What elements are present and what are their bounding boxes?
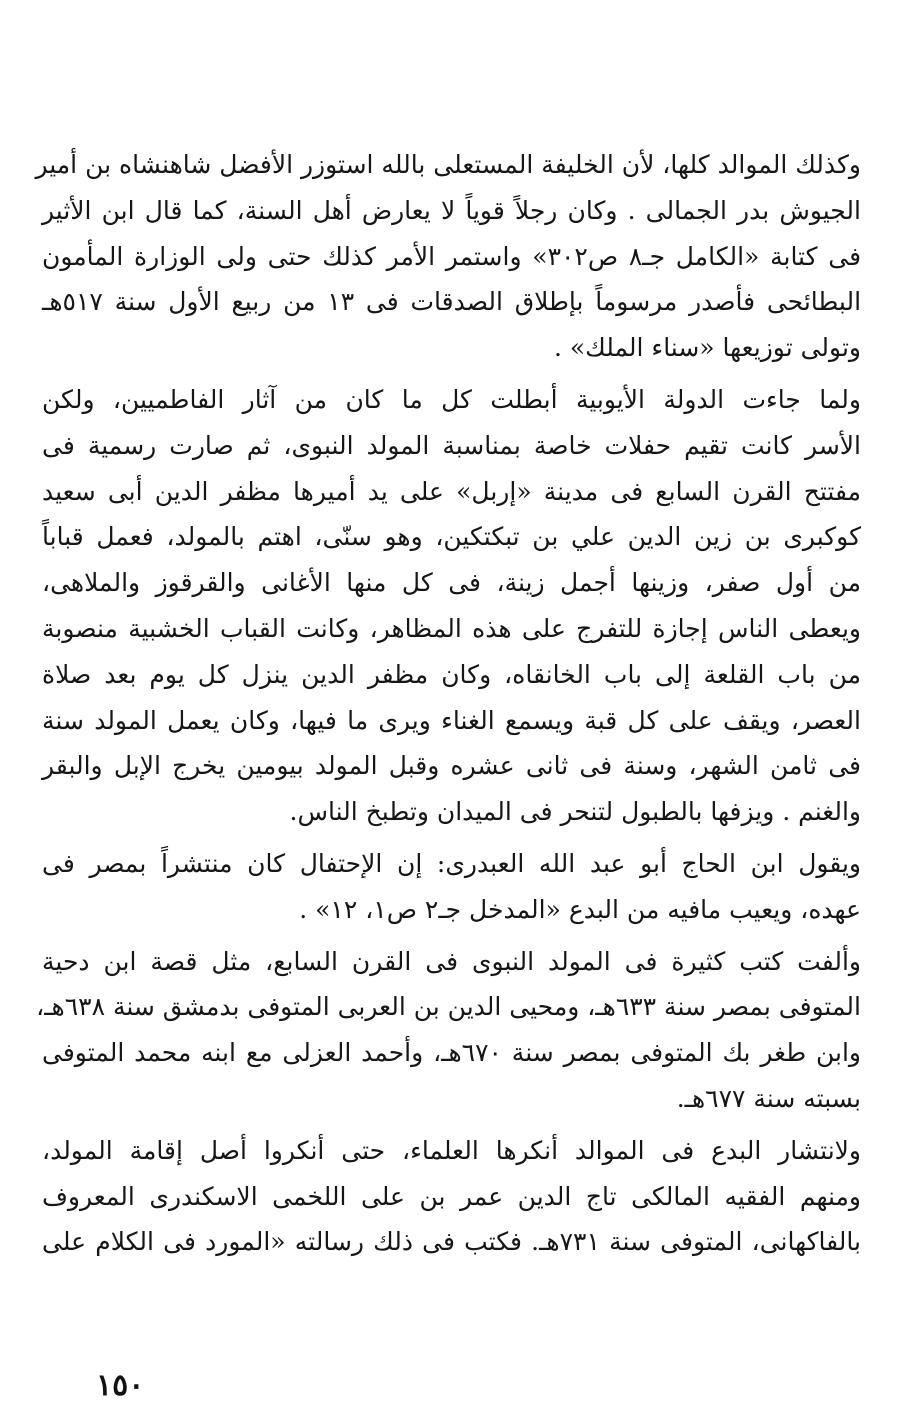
paragraph-2 [42, 377, 861, 835]
text-body [35, 142, 862, 1265]
text-line: ولما جاءت الدولة الأيوبية أبطلت كل ما كان من آثار الفاطميين، ولكن [42, 384, 861, 414]
text-line: وكذلك الموالد كلها، لأن الخليفة المستعلى بالله استوزر الأفضل شاهنشاه بن أمير [35, 150, 861, 179]
text-line: وألفت كتب كثيرة فى المولد النبوى فى القرن السابع، مثل قصة ابن دحية [42, 946, 861, 976]
text-line: الجيوش بدر الجمالى . وكان رجلاً قوياً لا يعارض أهل السنة، كما قال ابن الأثير [42, 195, 861, 225]
text-line: ومنهم الفقيه المالكى تاج الدين عمر بن على اللخمى الاسكندرى المعروف [42, 1181, 861, 1211]
text-line: من أول صفر، وزينها أجمل زينة، فى كل منها الأغانى والقرقوز والملاهى، [42, 568, 861, 598]
text-line: مفتتح القرن السابع فى مدينة «إربل» على يد أميرها مظفر الدين أبى سعيد [42, 476, 861, 506]
text-line: كوكبرى بن زين الدين علي بن تبكتكين، وهو سنّى، اهتم بالمولد، فعمل قباباً [42, 522, 861, 552]
text-line: ويقول ابن الحاج أبو عبد الله العبدرى: إن الإحتفال كان منتشراً بمصر فى [42, 848, 861, 878]
paragraph-3 [42, 841, 861, 933]
text-line: ولانتشار البدع فى الموالد أنكرها العلماء، حتى أنكروا أصل إقامة المولد، [42, 1135, 861, 1165]
text-line: فى كتابة «الكامل جـ٨ ص٣٠٢» واستمر الأمر كذلك حتى ولى الوزارة المأمون [42, 241, 862, 271]
page-number: ١٥٠ [96, 1368, 145, 1403]
text-line: وتولى توزيعها «سناء الملك» . [553, 333, 861, 363]
text-line: عهده، ويعيب مافيه من البدع «المدخل جـ٢ ص١، ١٢» . [299, 894, 861, 924]
text-line: العصر، ويقف على كل قبة ويسمع الغناء ويرى ما فيها، وكان يعمل المولد سنة [42, 705, 861, 735]
text-line: ويعطى الناس إجازة للتفرج على هذه المظاهر، وكانت القباب الخشبية منصوبة [42, 613, 861, 643]
paragraph-4 [36, 939, 861, 1122]
paragraph-1 [35, 142, 862, 371]
text-line: بالفاكهانى، المتوفى سنة ٧٣١هـ. فكتب فى ذلك رسالته «المورد فى الكلام على [42, 1227, 861, 1257]
text-line: الأسر كانت تقيم حفلات خاصة بمناسبة المولد النبوى، ثم صارت رسمية فى [42, 430, 861, 460]
text-line: بسبته سنة ٦٧٧هـ. [676, 1083, 861, 1113]
text-line: والغنم . ويزفها بالطبول لتنحر فى الميدان وتطبخ الناس. [289, 797, 861, 827]
text-line: من باب القلعة إلى باب الخانقاه، وكان مظفر الدين ينزل كل يوم بعد صلاة [42, 659, 861, 689]
paragraph-5 [42, 1128, 861, 1265]
text-line: المتوفى بمصر سنة ٦٣٣هـ، ومحيى الدين بن العربى المتوفى بدمشق سنة ٦٣٨هـ، [36, 992, 861, 1022]
text-line: البطائحى فأصدر مرسوماً بإطلاق الصدقات فى ١٣ من ربيع الأول سنة ٥١٧هـ [42, 287, 862, 317]
text-line: فى ثامن الشهر، وسنة فى ثانى عشره وقبل المولد بيومين يخرج الإبل والبقر [42, 751, 861, 781]
text-line: وابن طغر بك المتوفى بمصر سنة ٦٧٠هـ، وأحمد العزلى مع ابنه محمد المتوفى [42, 1038, 861, 1068]
